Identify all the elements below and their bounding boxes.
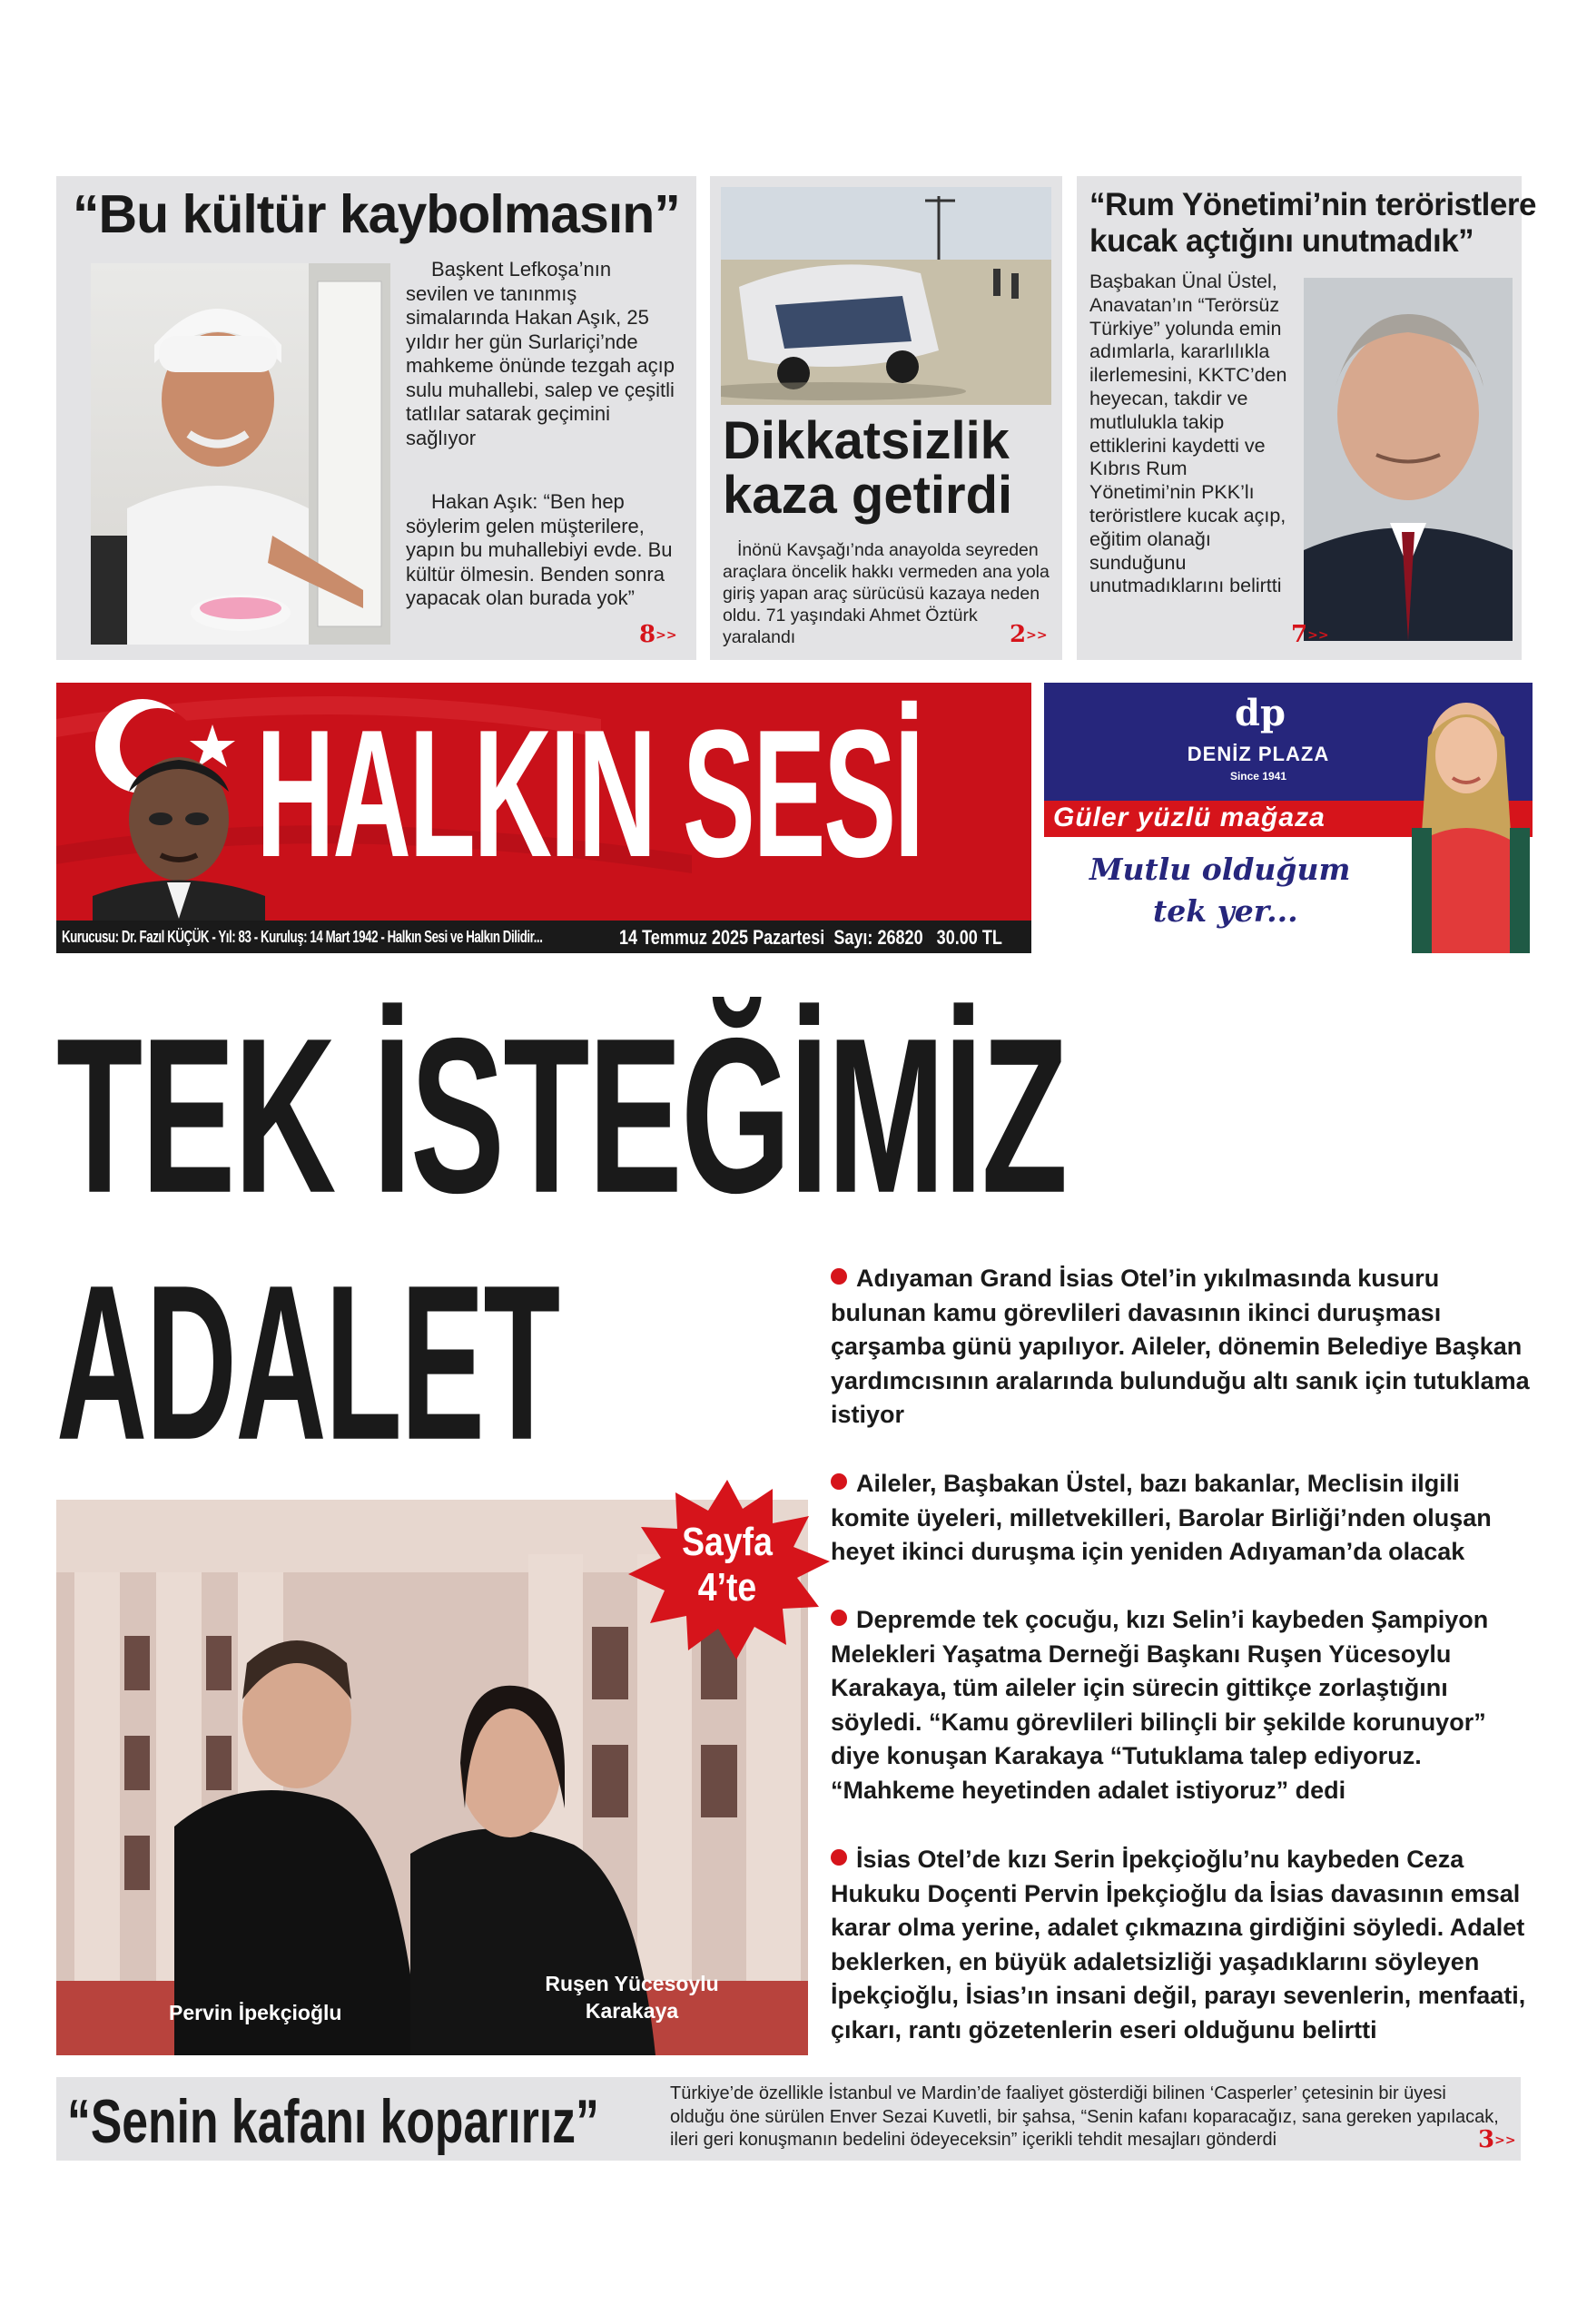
masthead — [56, 683, 1031, 953]
page-number: 7 — [1291, 621, 1308, 648]
arrow-icon: >> — [1026, 628, 1048, 643]
bullet-dot-icon — [831, 1268, 847, 1285]
main-headline-line1: TEK İSTEĞİMİZ — [56, 992, 1067, 1240]
founder-line: Kurucusu: Dr. Fazıl KÜÇÜK - Yıl: 83 - Kuruluş: 14 Mart 1942 - Halkın Sesi ve Halkın Dilidir... — [62, 928, 543, 946]
page-reference[interactable] — [639, 621, 677, 648]
ad-slogan: Güler yüzlü mağaza — [1053, 803, 1326, 832]
story-quote: Hakan Aşık: “Ben hep söylerim gelen müşterilere, yapın bu muhallebiyi evde. Bu kültür ölmesin. Benden sonra yapacak olan burada yok” — [406, 490, 673, 609]
newspaper-name[interactable]: HALKIN SESİ — [256, 693, 922, 895]
ad-tagline-2: tek yer... — [1153, 893, 1298, 929]
man-portrait-illustration — [1304, 278, 1513, 641]
story-body: İnönü Kavşağı’nda anayolda seyreden araçlara öncelik hakkı vermeden ana yola giriş yapan araç sürücüsü kazaya neden oldu. 71 yaşındaki Ahmet Öztürk yaralandı — [723, 540, 1050, 647]
story-title-line1: “Rum Yönetimi’nin teröristlere — [1089, 187, 1536, 222]
page-reference[interactable] — [1478, 2126, 1516, 2153]
story-box-kultur — [56, 176, 696, 660]
story-bullet-4 — [831, 1843, 1539, 2047]
bullet-dot-icon — [831, 1610, 847, 1626]
story-bullet-2 — [831, 1467, 1539, 1570]
story-box-kafa — [56, 2077, 1521, 2161]
issue-price: 30.00 TL — [936, 926, 1002, 949]
photo-caption-left: Pervin İpekçioğlu — [169, 2001, 342, 2024]
ad-tagline-1: Mutlu olduğum — [1089, 852, 1351, 887]
arrow-icon: >> — [1494, 2133, 1516, 2148]
overturned-car-illustration — [721, 187, 1051, 405]
story-bullet-3 — [831, 1603, 1539, 1807]
photo-hakan-asik — [91, 263, 390, 645]
photo-unal-ustel — [1304, 278, 1513, 641]
story-title-line1: Dikkatsizlik — [723, 411, 1010, 470]
story-bullet-1 — [831, 1262, 1539, 1433]
page-reference-burst[interactable] — [623, 1480, 832, 1661]
page-number: 2 — [1010, 621, 1027, 648]
story-box-kaza — [710, 176, 1062, 660]
main-headline-line2: ADALET — [56, 1239, 559, 1487]
burst-line1: Sayfa — [682, 1520, 773, 1564]
arrow-icon: >> — [655, 628, 677, 643]
founder-portrait — [84, 737, 274, 928]
page-number: 3 — [1478, 2126, 1495, 2153]
issue-date: 14 Temmuz 2025 Pazartesi — [619, 926, 825, 949]
story-body: Türkiye’de özellikle İstanbul ve Mardin’de faaliyet gösterdiği bilinen ‘Casperler’ çetesinin bir üyesi olduğu öne sürülen Enver Sezai Kuvetli, bir şahsa, “Senin kafanı koparacağız, sana gereken yapılacak, ileri geri konuşmanın bedelini ödeyeceksin” içerikli tehdit mesajları gönderdi — [670, 2083, 1499, 2150]
story-title-line2: kaza getirdi — [723, 466, 1013, 525]
issue-info — [619, 926, 1002, 950]
advertisement-deniz-plaza[interactable] — [1044, 683, 1533, 953]
man-portrait-illustration — [91, 263, 390, 645]
issue-number: Sayı: 26820 — [833, 926, 923, 949]
photo-caption-right-line2: Karakaya — [585, 1999, 679, 2023]
bullet-dot-icon — [831, 1473, 847, 1490]
burst-line2: 4’te — [697, 1565, 757, 1610]
story-title: “Senin kafanı koparırız” — [67, 2087, 599, 2156]
bullet-text: İsias Otel’de kızı Serin İpekçioğlu’nu kaybeden Ceza Hukuku Doçenti Pervin İpekçioğlu da İsias davasının emsal karar olma yerine, adalet çıkmazına girdiğini söyledi. Adalet beklerken, en büyük adaletsizliği yaşadıklarını söyleyen İpekçioğlu, İsias’ın insani değil, parayı sevenlerin, menfaati, çıkarı, rantı gözetenlerin eseri olduğunu belirtti — [831, 1846, 1526, 2043]
photo-caption-right-line1: Ruşen Yücesoylu — [545, 1972, 719, 1995]
story-box-rum — [1077, 176, 1536, 660]
deniz-plaza-logo-icon: dp — [1235, 692, 1286, 734]
ad-brand: DENİZ PLAZA — [1187, 743, 1330, 765]
story-title-line2: kucak açtığını unutmadık” — [1089, 223, 1474, 259]
photo-accident — [721, 187, 1051, 405]
founder-portrait-illustration — [84, 737, 274, 928]
story-title: “Bu kültür kaybolmasın” — [73, 184, 680, 244]
page-number: 8 — [639, 621, 656, 648]
bullet-text: Adıyaman Grand İsias Otel’in yıkılmasında kusuru bulunan kamu görevlileri davasının ikinci duruşması çarşamba günü yapılıyor. Aileler, dönemin Belediye Başkan yardımcısının aralarında bulunduğu altı sanık için tutuklama istiyor — [831, 1265, 1530, 1428]
page-reference[interactable] — [1010, 621, 1048, 648]
ad-since: Since 1941 — [1229, 770, 1287, 783]
story-body: Başkent Lefkoşa’nın sevilen ve tanınmış simalarında Hakan Aşık, 25 yıldır her gün Surlariçi’nde mahkeme önünde tezgah açıp sulu muhallebi, salep ve çeşitli tatlılar satarak geçimini sağlıyor — [406, 258, 675, 449]
bullet-text: Aileler, Başbakan Üstel, bazı bakanlar, Meclisin ilgili komite üyeleri, milletvekilleri, Barolar Birliği’nden oluşan heyet ikinci duruşma için yeniden Adıyaman’da olacak — [831, 1470, 1492, 1565]
page-reference[interactable] — [1291, 621, 1329, 648]
masthead-info-bar — [56, 921, 1031, 953]
bullet-text: Depremde tek çocuğu, kızı Selin’i kaybeden Şampiyon Melekleri Yaşatma Derneği Başkanı Ruşen Yücesoylu Karakaya, tüm aileler için sürecin gittikçe zorlaştığını söyledi. “Kamu görevlileri bilinçli bir şekilde korunuyor” diye konuşan Karakaya “Tutuklama talep ediyoruz. “Mahkeme heyetinden adalet istiyoruz” dedi — [831, 1606, 1489, 1804]
arrow-icon: >> — [1307, 628, 1329, 643]
story-body: Başbakan Ünal Üstel, Anavatan’ın “Terörsüz Türkiye” yolunda emin adımlarla, kararlılıkla ilerlemesini, KKTC’den heyecan, takdir ve mutlulukla takip ettiklerini kaydetti ve Kıbrıs Rum Yönetimi’nin PKK’lı teröristlere kucak açıp, eğitim olanağı sunduğunu unutmadıklarını belirtti — [1089, 271, 1287, 597]
bullet-dot-icon — [831, 1849, 847, 1866]
